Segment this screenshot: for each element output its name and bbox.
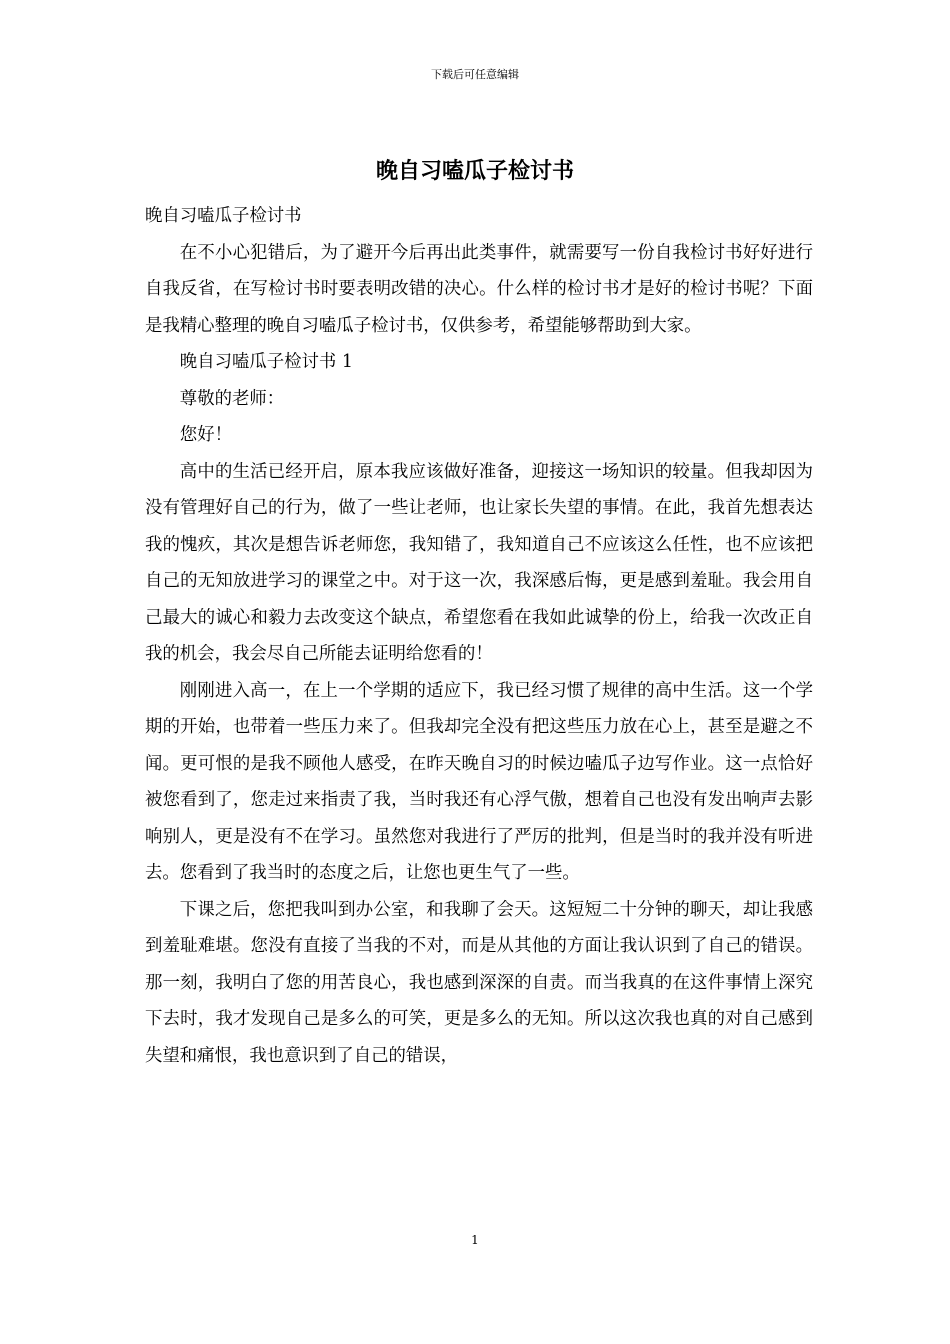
subtitle-paragraph: 晚自习嗑瓜子检讨书 bbox=[145, 206, 302, 226]
page-header-note: 下载后可任意编辑 bbox=[431, 68, 519, 81]
intro-paragraph: 在不小心犯错后，为了避开今后再出此类事件，就需要写一份自我检讨书好好进行自我反省，在写检讨书时要表明改错的决心。什么样的检讨书才是好的检讨书呢？下面是我精心整理的晚自习嗑瓜子检讨书，仅供参考，希望能够帮助到大家。 bbox=[145, 242, 813, 336]
document-body bbox=[145, 198, 813, 1074]
section-heading: 晚自习嗑瓜子检讨书 1 bbox=[179, 352, 353, 372]
document-title: 晚自习嗑瓜子检讨书 bbox=[375, 158, 574, 184]
body-paragraph: 刚刚进入高一，在上一个学期的适应下，我已经习惯了规律的高中生活。这一个学期的开始，也带着一些压力来了。但我却完全没有把这些压力放在心上，甚至是避之不闻。更可恨的是我不顾他人感受，在昨天晚自习的时候边嗑瓜子边写作业。这一点恰好被您看到了，您走过来指责了我，当时我还有心浮气傲，想着自己也没有发出响声去影响别人，更是没有不在学习。虽然您对我进行了严厉的批判，但是当时的我并没有听进去。您看到了我当时的态度之后，让您也更生气了一些。 bbox=[145, 680, 813, 883]
body-paragraph: 高中的生活已经开启，原本我应该做好准备，迎接这一场知识的较量。但我却因为没有管理好自己的行为，做了一些让老师，也让家长失望的事情。在此，我首先想表达我的愧疚，其次是想告诉老师您，我知错了，我知道自己不应该这么任性，也不应该把自己的无知放进学习的课堂之中。对于这一次，我深感后悔，更是感到羞耻。我会用自己最大的诚心和毅力去改变这个缺点，希望您看在我如此诚挚的份上，给我一次改正自我的机会，我会尽自己所能去证明给您看的！ bbox=[145, 461, 813, 664]
salutation: 尊敬的老师： bbox=[179, 388, 285, 409]
greeting: 您好！ bbox=[179, 425, 232, 445]
page-number: 1 bbox=[471, 1233, 479, 1247]
body-paragraph: 下课之后，您把我叫到办公室，和我聊了会天。这短短二十分钟的聊天，却让我感到羞耻难堪。您没有直接了当我的不对，而是从其他的方面让我认识到了自己的错误。那一刻，我明白了您的用苦良心，我也感到深深的自责。而当我真的在这件事情上深究下去时，我才发现自己是多么的可笑，更是多么的无知。所以这次我也真的对自己感到失望和痛恨，我也意识到了自己的错误， bbox=[145, 899, 813, 1066]
